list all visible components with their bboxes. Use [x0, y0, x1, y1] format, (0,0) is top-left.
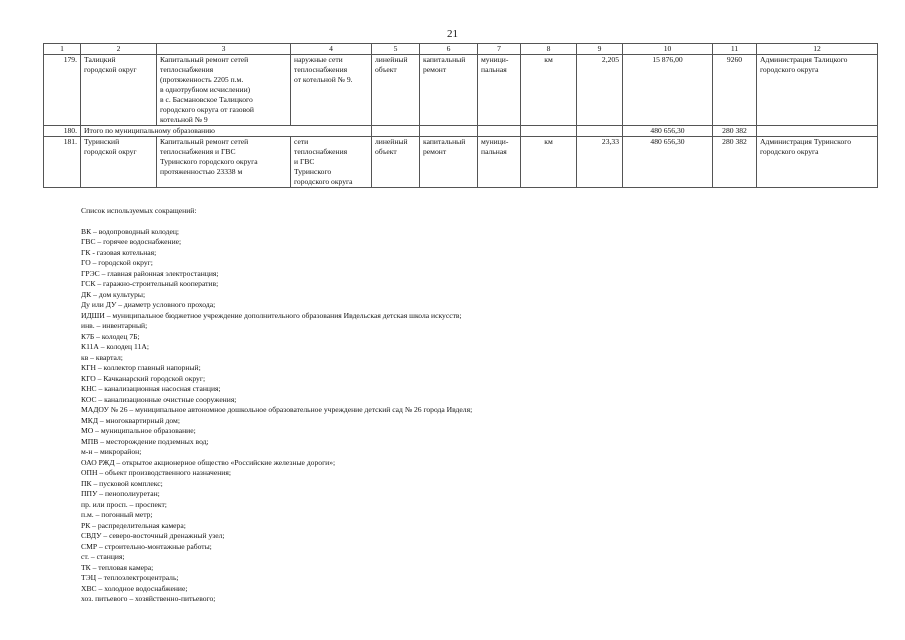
abbreviation-item: ТК – тепловая камера;: [81, 562, 154, 572]
capacity-cell: 23,33: [577, 137, 623, 188]
cell-line: пальная: [481, 147, 507, 156]
cell-line: сети: [294, 137, 309, 146]
cell-line: и ГВС: [294, 157, 315, 166]
capacity-cell: 2,205: [577, 55, 623, 126]
abbreviation-item: ППУ – пенополиуретан;: [81, 489, 160, 498]
object-type-cell: [372, 55, 420, 126]
page-number: 21: [447, 28, 458, 40]
abbreviation-item: ГРЭС – главная районная электростанция;: [81, 268, 219, 278]
cell-line: капитальный: [423, 137, 466, 146]
abbreviation-item: ТЭЦ – теплоэлектроцентраль;: [81, 573, 179, 582]
register-table: [43, 43, 878, 188]
column-header: 10: [623, 44, 713, 55]
cell-line: пальная: [481, 65, 507, 74]
cell-line: наружные сети: [294, 55, 343, 64]
empty-cell: [521, 126, 577, 137]
column-header: 3: [157, 44, 291, 55]
abbreviation-item: м-н – микрорайон;: [81, 447, 142, 456]
column-header: 5: [372, 44, 420, 55]
row-number: 181.: [44, 137, 81, 188]
abbreviation-item: ГСК – гаражно-строительный кооператив;: [81, 279, 219, 288]
abbreviation-item: СВДУ – северо-восточный дренажный узел;: [81, 531, 225, 540]
abbreviation-item: п.м. – погонный метр;: [81, 510, 153, 519]
col11-cell: 280 382: [713, 126, 757, 137]
abbreviation-item: пр. или просп. – проспект;: [81, 499, 167, 509]
cell-line: Администрация Талицкого: [760, 55, 848, 64]
col11-cell: 9260: [713, 55, 757, 126]
cell-line: линейный: [375, 55, 408, 64]
abbreviation-item: ГВС – горячее водоснабжение;: [81, 237, 182, 246]
cell-line: Туринского городского округа: [160, 157, 258, 166]
abbreviation-item: КГН – коллектор главный напорный;: [81, 363, 201, 372]
abbreviation-item: хоз. питьевого – хозяйственно-питьевого;: [81, 594, 216, 603]
abbreviation-item: Ду или ДУ – диаметр условного прохода;: [81, 300, 216, 309]
cell-line: объект: [375, 147, 397, 156]
column-header: 1: [44, 44, 81, 55]
cell-line: Администрация Туринского: [760, 137, 851, 146]
cell-line: котельной № 9: [160, 115, 208, 124]
cell-line: ремонт: [423, 65, 447, 74]
cell-line: городского округа: [760, 147, 819, 156]
abbreviation-item: ГО – городской округ;: [81, 258, 153, 267]
column-header: 9: [577, 44, 623, 55]
row-number: 179.: [44, 55, 81, 126]
abbreviation-item: ГК - газовая котельная;: [81, 247, 157, 257]
table-row-180: [44, 126, 878, 137]
abbreviation-item: КНС – канализационная насосная станция;: [81, 384, 221, 393]
abbreviation-item: ВК – водопроводный колодец;: [81, 226, 180, 236]
description-cell: [157, 137, 291, 188]
column-header: 8: [521, 44, 577, 55]
empty-cell: [577, 126, 623, 137]
cell-line: городского округа от газовой: [160, 105, 254, 114]
work-type-cell: [420, 55, 478, 126]
cell-line: Капитальный ремонт сетей: [160, 137, 249, 146]
abbreviation-item: СМР – строительно-монтажные работы;: [81, 541, 212, 551]
abbreviation-item: инв. – инвентарный;: [81, 321, 148, 330]
cost-cell: 480 656,30: [623, 126, 713, 137]
unit-cell: км: [521, 137, 577, 188]
column-header: 12: [757, 44, 878, 55]
abbreviation-item: ОПН – объект производственного назначения;: [81, 468, 231, 477]
table-header-row: [44, 44, 878, 55]
empty-cell: [420, 126, 478, 137]
cell-line: ремонт: [423, 147, 447, 156]
cell-line: объект: [375, 65, 397, 74]
abbreviation-item: кв – квартал;: [81, 352, 123, 362]
abbreviations-title: Список используемых сокращений:: [81, 206, 197, 215]
total-label: Итого по муниципальному образованию: [81, 126, 372, 137]
table-row-181: [44, 137, 878, 188]
cell-line: городской округ: [84, 65, 137, 74]
abbreviation-item: РК – распределительная камера;: [81, 520, 186, 530]
municipality-cell: [81, 137, 157, 188]
cell-line: муници-: [481, 55, 509, 64]
abbreviation-item: МКД – многоквартирный дом;: [81, 415, 180, 425]
cell-line: теплоснабжения: [160, 65, 214, 74]
cell-line: городского округа: [760, 65, 819, 74]
object-type-cell: [372, 137, 420, 188]
abbreviation-item: К7Б – колодец 7Б;: [81, 331, 140, 341]
abbreviation-item: ДК – дом культуры;: [81, 289, 146, 299]
row-number: 180.: [44, 126, 81, 137]
cell-line: в однотрубном исчислении): [160, 85, 251, 94]
column-header: 4: [291, 44, 372, 55]
abbreviation-item: КОС – канализационные очистные сооружения;: [81, 394, 237, 404]
cell-line: (протяженность 2205 п.м.: [160, 75, 244, 84]
cell-line: протяженностью 23338 м: [160, 167, 243, 176]
cell-line: муници-: [481, 137, 509, 146]
customer-cell: [757, 55, 878, 126]
abbreviations-section: [81, 206, 472, 605]
ownership-cell: [478, 55, 521, 126]
object-cell: [291, 137, 372, 188]
cell-line: Капитальный ремонт сетей: [160, 55, 249, 64]
cell-line: теплоснабжения: [294, 65, 348, 74]
column-header: 7: [478, 44, 521, 55]
abbreviation-item: МПВ – месторождение подземных вод;: [81, 436, 209, 446]
cell-line: теплоснабжения: [294, 147, 348, 156]
cell-line: Туринского: [294, 167, 332, 176]
abbreviation-item: ОАО РЖД – открытое акционерное общество «Российские железные дороги»;: [81, 457, 336, 467]
cell-line: городской округ: [84, 147, 137, 156]
cell-line: от котельной № 9.: [294, 75, 353, 84]
abbreviation-item: КГО – Качканарский городской округ;: [81, 373, 206, 383]
customer-cell: [757, 137, 878, 188]
empty-cell: [757, 126, 878, 137]
empty-cell: [372, 126, 420, 137]
object-cell: [291, 55, 372, 126]
cost-cell: 480 656,30: [623, 137, 713, 188]
abbreviation-item: ХВС – холодное водоснабжение;: [81, 583, 188, 593]
empty-cell: [478, 126, 521, 137]
abbreviations-list: [81, 227, 472, 605]
abbreviation-item: ИДШИ – муниципальное бюджетное учреждение дополнительного образования Ивдельская детская школа искусств;: [81, 310, 462, 320]
cell-line: городского округа: [294, 177, 353, 186]
column-header: 11: [713, 44, 757, 55]
column-header: 6: [420, 44, 478, 55]
table-row-179: [44, 55, 878, 126]
cost-cell: 15 876,00: [623, 55, 713, 126]
work-type-cell: [420, 137, 478, 188]
cell-line: в с. Басмановское Талицкого: [160, 95, 253, 104]
ownership-cell: [478, 137, 521, 188]
cell-line: Талицкий: [84, 55, 116, 64]
abbreviation-item: МО – муниципальное образование;: [81, 426, 196, 435]
abbreviation-item: К11А – колодец 11А;: [81, 342, 149, 351]
abbreviation-item: ст. – станция;: [81, 552, 125, 561]
unit-cell: км: [521, 55, 577, 126]
abbreviation-item: МАДОУ № 26 – муниципальное автономное дошкольное образовательное учреждение детский сад № 26 города Ивделя;: [81, 405, 473, 414]
col11-cell: 280 382: [713, 137, 757, 188]
description-cell: [157, 55, 291, 126]
cell-line: капитальный: [423, 55, 466, 64]
column-header: 2: [81, 44, 157, 55]
cell-line: теплоснабжения и ГВС: [160, 147, 236, 156]
municipality-cell: [81, 55, 157, 126]
cell-line: линейный: [375, 137, 408, 146]
cell-line: Туринский: [84, 137, 120, 146]
abbreviation-item: ПК – пусковой комплекс;: [81, 478, 163, 488]
